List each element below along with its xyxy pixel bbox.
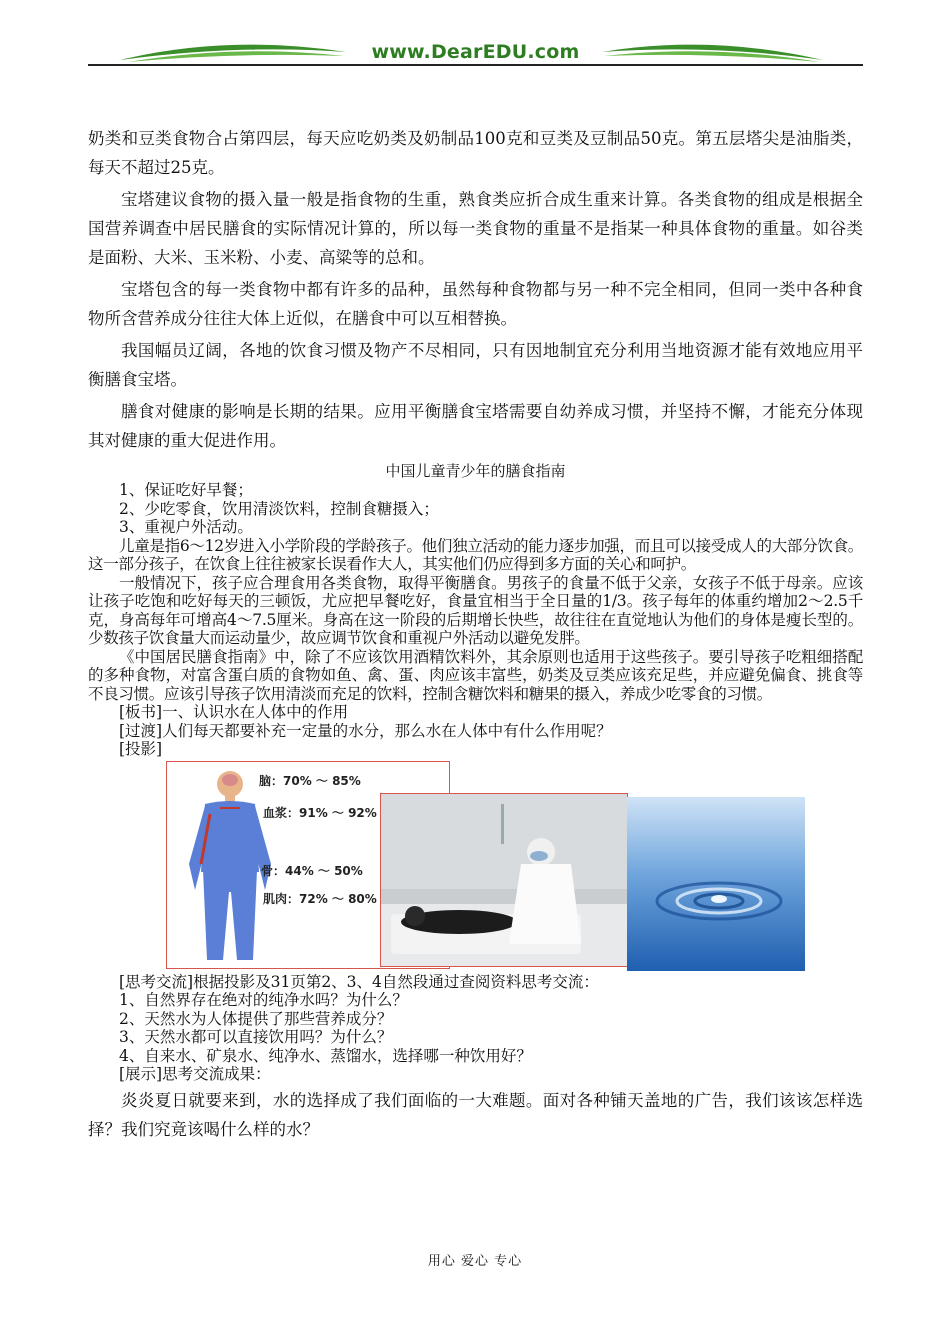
question-item: 3、天然水都可以直接饮用吗？为什么？ <box>119 1028 393 1046</box>
plasma-label: 血浆：91% ～ 92% <box>263 805 377 820</box>
paragraph: 宝塔包含的每一类食物中都有许多的品种，虽然每种食物都与另一种不完全相同，但同一类中各种食物所含营养成分往往大体上近似，在膳食中可以互相替换。 <box>88 280 863 328</box>
closing-paragraph: 炎炎夏日就要来到，水的选择成了我们面临的一大难题。面对各种铺天盖地的广告，我们该该怎样选择？我们究竟该喝什么样的水？ <box>88 1090 863 1139</box>
guide-item: 1、保证吃好早餐； <box>119 481 253 499</box>
guide-paragraph: 《中国居民膳食指南》中，除了不应该饮用酒精饮料外，其余原则也适用于这些孩子。要引导孩子吃粗细搭配的多种食物，对富含蛋白质的食物如鱼、禽、蛋、肉应该丰富些，奶类及豆类应该充足些，并应避免偏食、挑食等不良习惯。应该引导孩子饮用清淡而充足的饮料，控制含糖饮料和糖果的摄入，养成少吃零食的习惯。 <box>88 647 863 703</box>
guide-item: 3、重视户外活动。 <box>119 518 253 536</box>
board-note: [板书]一、认识水在人体中的作用 <box>119 703 349 721</box>
projection-figures <box>88 761 863 973</box>
discussion-title: [思考交流]根据投影及31页第2、3、4自然段通过查阅资料思考交流： <box>119 972 599 991</box>
question-item: 4、自来水、矿泉水、纯净水、蒸馏水，选择哪一种饮用好？ <box>119 1046 532 1065</box>
guide-item: 2、少吃零食，饮用清淡饮料，控制食糖摄入； <box>119 499 439 518</box>
document-body <box>88 124 863 1144</box>
page-header <box>0 0 950 80</box>
header-rule <box>88 64 863 66</box>
bone-label: 骨：44% ～ 50% <box>261 863 363 878</box>
guide-paragraph: 一般情况下，孩子应合理食用各类食物，取得平衡膳食。男孩子的食量不低于父亲，女孩子不低于母亲。应该让孩子吃饱和吃好每天的三顿饭，尤应把早餐吃好，食量宜相当于全日量的1/3。孩子每年的体重约增加2～2.5千克，身高每年可增高4～7.5厘米。身高在这一阶段的后期增长快些，故往往在直觉地认为他们的身体是瘦长型的。少数孩子饮食量大而运动量少，故应调节饮食和重视户外活动以避免发胖。 <box>88 573 863 647</box>
page-footer: 用心 爱心 专心 <box>427 1254 523 1269</box>
brain-label: 脑：70% ～ 85% <box>259 773 361 788</box>
medical-photo <box>380 793 628 967</box>
paragraph: 我国幅员辽阔，各地的饮食习惯及物产不尽相同，只有因地制宜充分利用当地资源才能有效地应用平衡膳食宝塔。 <box>88 341 863 389</box>
site-logo[interactable]: www.DearEDU.com <box>371 41 580 63</box>
section-title: 中国儿童青少年的膳食指南 <box>385 462 566 480</box>
question-item: 2、天然水为人体提供了那些营养成分？ <box>119 1009 393 1028</box>
guide-paragraph: 儿童是指6～12岁进入小学阶段的学龄孩子。他们独立活动的能力逐步加强，而且可以接受成人的大部分饮食。这一部分孩子，在饮食上往往被家长误看作大人，其实他们仍应得到多方面的关心和呵护。 <box>88 536 863 573</box>
water-drop-photo <box>627 797 805 971</box>
water-ripple-image <box>627 797 805 971</box>
paragraph: 奶类和豆类食物合占第四层，每天应吃奶类及奶制品100克和豆类及豆制品50克。第五层塔尖是油脂类，每天不超过25克。 <box>88 129 863 177</box>
projection-note: [投影] <box>119 740 163 758</box>
paragraph: 宝塔建议食物的摄入量一般是指食物的生重，熟食类应折合成生重来计算。各类食物的组成是根据全国营养调查中居民膳食的实际情况计算的，所以每一类食物的重量不是指某一种具体食物的重量。如谷类是面粉、大米、玉米粉、小麦、高粱等的总和。 <box>88 190 863 267</box>
doctor-patient-image <box>381 794 627 966</box>
paragraph: 膳食对健康的影响是长期的结果。应用平衡膳食宝塔需要自幼养成习惯，并坚持不懈，才能充分体现其对健康的重大促进作用。 <box>88 402 863 450</box>
right-swoosh-icon <box>600 40 825 66</box>
show-note: [展示]思考交流成果： <box>119 1065 271 1083</box>
transition-note: [过渡]人们每天都要补充一定量的水分，那么水在人体中有什么作用呢？ <box>119 721 612 740</box>
muscle-label: 肌肉：72% ～ 80% <box>263 891 377 906</box>
left-swoosh-icon <box>118 40 348 66</box>
question-item: 1、自然界存在绝对的纯净水吗？为什么？ <box>119 991 408 1009</box>
